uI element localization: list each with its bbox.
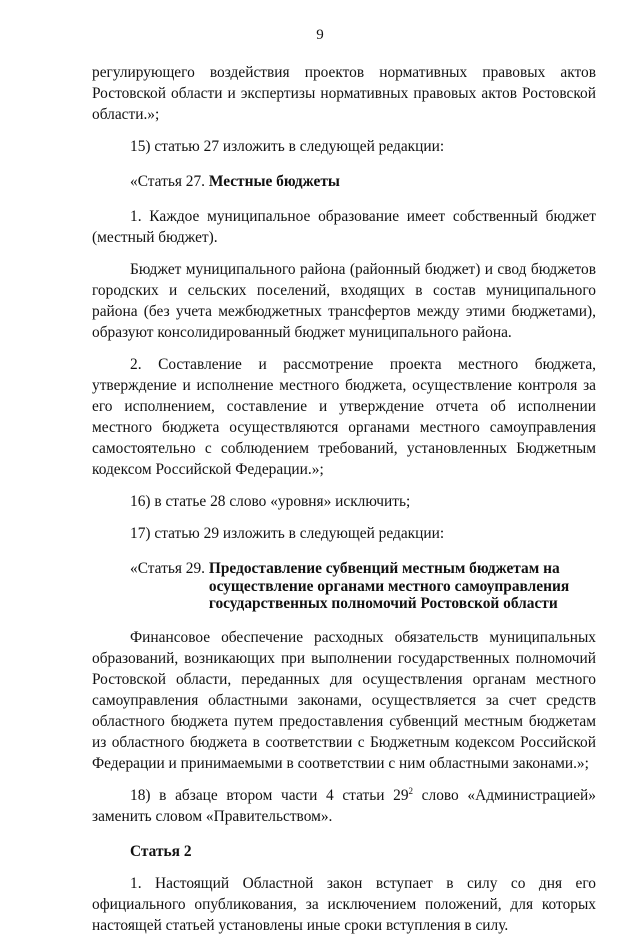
amendment-15: 15) статью 27 изложить в следующей редакции: — [130, 138, 445, 155]
amendment-16: 16) в статье 28 слово «уровня» исключить; — [130, 493, 411, 510]
amendment-17: 17) статью 29 изложить в следующей редакции: — [130, 525, 445, 542]
article-29-title: Предоставление субвенций местным бюджетам на осуществление органами местного самоуправления государственных полномочий Ростовской области — [208, 560, 570, 612]
article-27-part-1-para-2: Бюджет муниципального района (районный бюджет) и свод бюджетов городских и сельских поселений, входящих в состав муниципального района (без учета межбюджетных трансфертов между этими бюджетами), образуют консолидированный бюджет муниципального района. — [92, 261, 596, 341]
article-27-prefix: «Статья 27. — [130, 173, 209, 190]
article-29-text: Финансовое обеспечение расходных обязательств муниципальных образований, возникающих при выполнении государственных полномочий Ростовской области, переданных для осуществления органам местного самоуправления областными законами, осуществляется за счет средств областного бюджета путем предоставления субвенций местным бюджетам из областного бюджета в соответствии с Бюджетным кодексом Российской Федерации и принимаемыми в соответствии с ним областными законами.»; — [92, 628, 596, 772]
amendment-18-part-b: слово «Администрацией» заменить словом «Правительством». — [92, 786, 596, 825]
article-2-heading: Статья 2 — [130, 842, 192, 860]
page-number: 9 — [316, 27, 324, 43]
article-27-part-2: 2. Составление и рассмотрение проекта местного бюджета, утверждение и исполнение местного бюджета, осуществление контроля за его исполнением, составление и утверждение отчета об исполнении местного бюджета осуществляются органами местного самоуправления самостоятельно с соблюдением требований, установленных Бюджетным кодексом Российской Федерации.»; — [92, 356, 596, 478]
amendment-18-part-a: 18) в абзаце втором части 4 статьи 29 — [130, 786, 409, 804]
article-27-heading — [92, 171, 596, 192]
article-2-part-1: 1. Настоящий Областной закон вступает в силу со дня его официального опубликования, за исключением положений, для которых настоящей статьей установлены иные сроки вступления в силу. — [92, 874, 596, 934]
article-29-heading — [92, 558, 596, 613]
article-27-title: Местные бюджеты — [208, 173, 340, 190]
paragraph-continuation: регулирующего воздействия проектов нормативных правовых актов Ростовской области и экспертизы нормативных правовых актов Ростовской области.»; — [92, 64, 596, 123]
article-29-prefix: «Статья 29. — [130, 560, 209, 577]
page-content — [92, 62, 596, 936]
amendment-18 — [92, 785, 596, 827]
amendment-18-superscript: 2 — [408, 785, 414, 796]
article-27-part-1: 1. Каждое муниципальное образование имеет собственный бюджет (местный бюджет). — [92, 208, 596, 246]
